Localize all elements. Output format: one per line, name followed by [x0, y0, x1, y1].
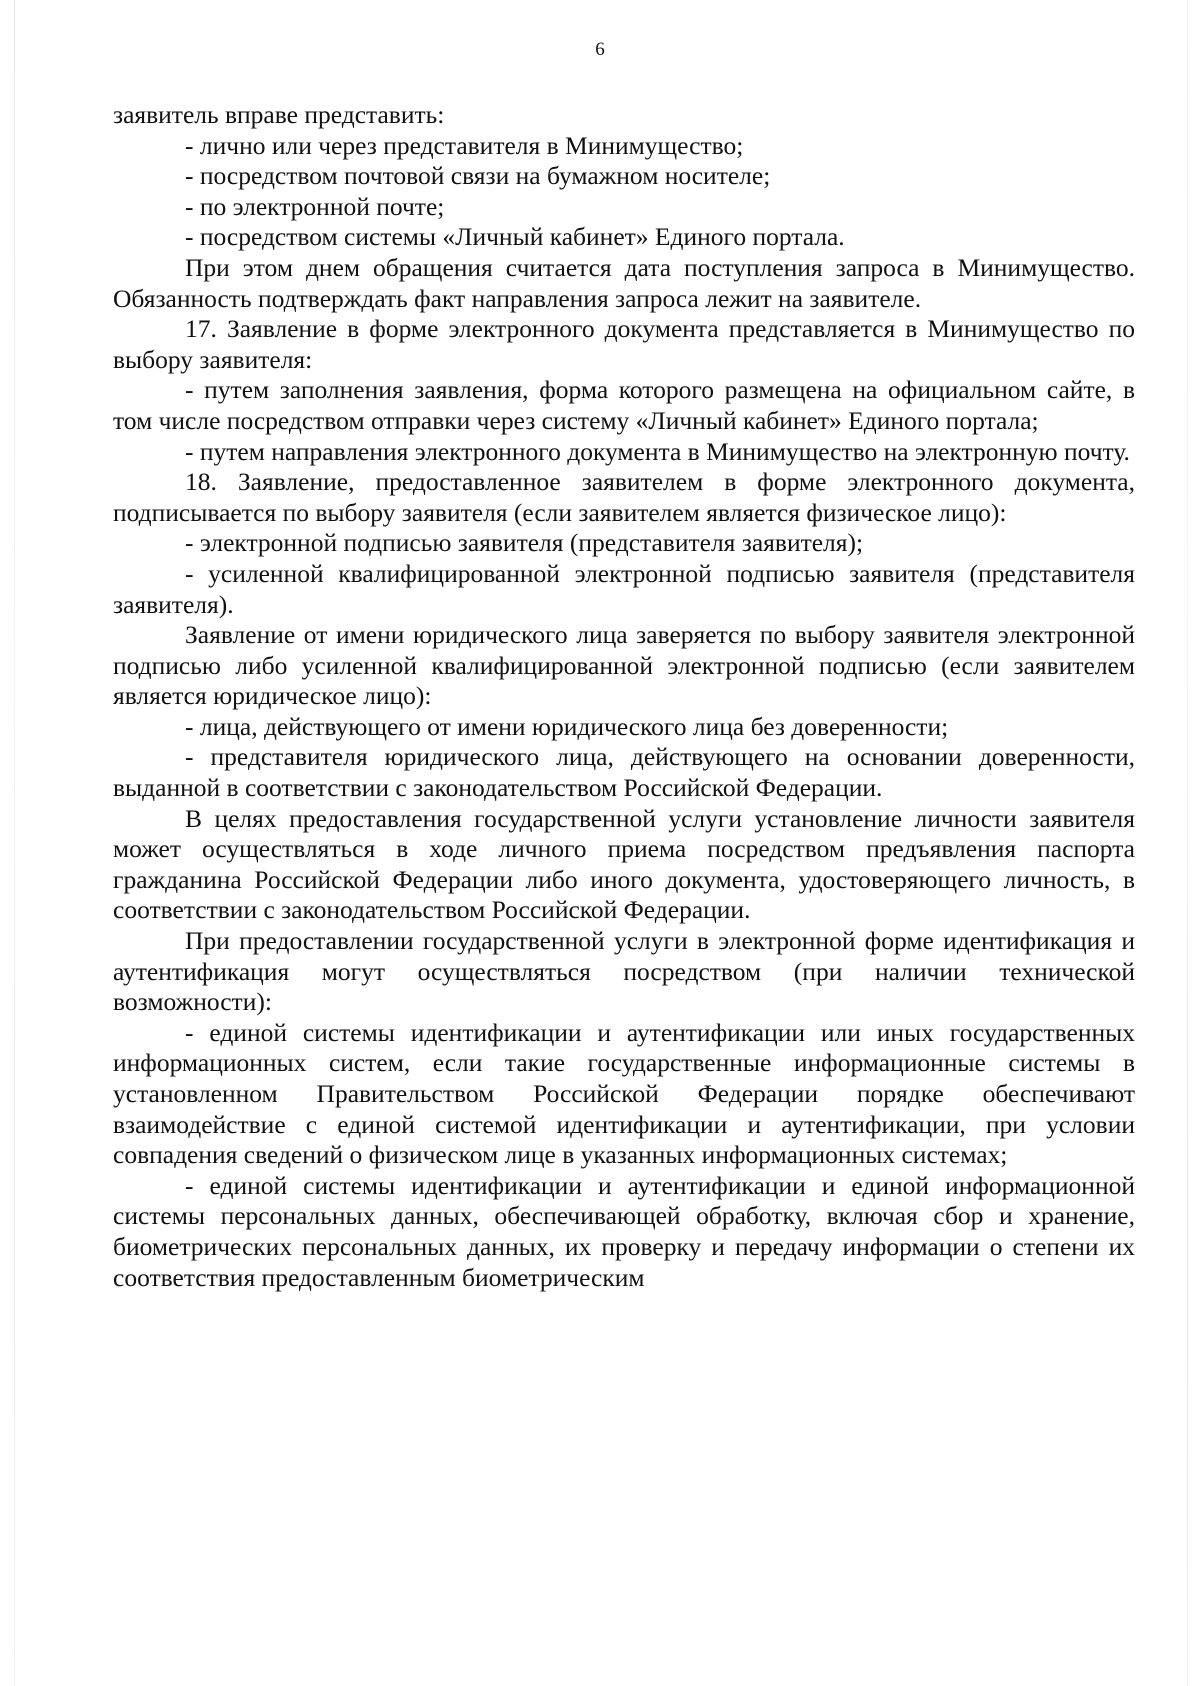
list-item: - единой системы идентификации и аутентификации или иных государственных информационных систем, если такие государственные информационные системы в установленном Правительством Российской Федерации порядке обеспечивают взаимодействие с единой системой идентификации и аутентификации, при условии совпадения сведений о физическом лице в указанных информационных системах; — [113, 1017, 1135, 1170]
list-item: - путем заполнения заявления, форма которого размещена на официальном сайте, в том числе посредством отправки через систему «Личный кабинет» Единого портала; — [113, 375, 1135, 435]
list-item: - по электронной почте; — [185, 191, 445, 221]
paragraph: При этом днем обращения считается дата поступления запроса в Минимущество. Обязанность подтверждать факт направления запроса лежит на заявителе. — [113, 252, 1135, 313]
list-item: - электронной подписью заявителя (представителя заявителя); — [185, 528, 864, 558]
paragraph-clause-18: 18. Заявление, предоставленное заявителем в форме электронного документа, подписывается по выбору заявителя (если заявителем является физическое лицо): — [113, 467, 1135, 527]
paragraph-intro: заявитель вправе представить: — [113, 100, 445, 129]
list-item: - посредством системы «Личный кабинет» Единого портала. — [185, 222, 845, 252]
list-item: - усиленной квалифицированной электронной подписью заявителя (представителя заявителя). — [113, 558, 1135, 619]
list-item: - единой системы идентификации и аутентификации и единой информационной системы персональных данных, обеспечивающей обработку, включая сбор и хранение, биометрических персональных данных, их проверку и передачу информации о степени их соответствия предоставленным биометрическим — [113, 1170, 1135, 1292]
paragraph: При предоставлении государственной услуги в электронной форме идентификация и аутентификация могут осуществляться посредством (при наличии технической возможности): — [113, 926, 1135, 1017]
scan-edge-right — [1187, 0, 1188, 1686]
scan-edge-left — [14, 0, 15, 1686]
list-item: - посредством почтовой связи на бумажном носителе; — [185, 161, 771, 191]
list-item: - лично или через представителя в Минимущество; — [185, 130, 744, 160]
paragraph: Заявление от имени юридического лица заверяется по выбору заявителя электронной подписью либо усиленной квалифицированной электронной подписью (если заявителем является юридическое лицо): — [113, 620, 1135, 711]
page-number: 6 — [595, 39, 605, 60]
paragraph: В целях предоставления государственной услуги установление личности заявителя может осуществляться в ходе личного приема посредством предъявления паспорта гражданина Российской Федерации либо иного документа, удостоверяющего личность, в соответствии с законодательством Российской Федерации. — [113, 803, 1135, 925]
document-body — [113, 100, 1135, 1293]
list-item: - путем направления электронного документа в Минимущество на электронную почту. — [185, 436, 1130, 466]
list-item: - лица, действующего от имени юридического лица без доверенности; — [185, 711, 949, 741]
paragraph-clause-17: 17. Заявление в форме электронного документа представляется в Минимущество по выбору заявителя: — [113, 314, 1135, 374]
list-item: - представителя юридического лица, действующего на основании доверенности, выданной в соответствии с законодательством Российской Федерации. — [113, 742, 1135, 803]
